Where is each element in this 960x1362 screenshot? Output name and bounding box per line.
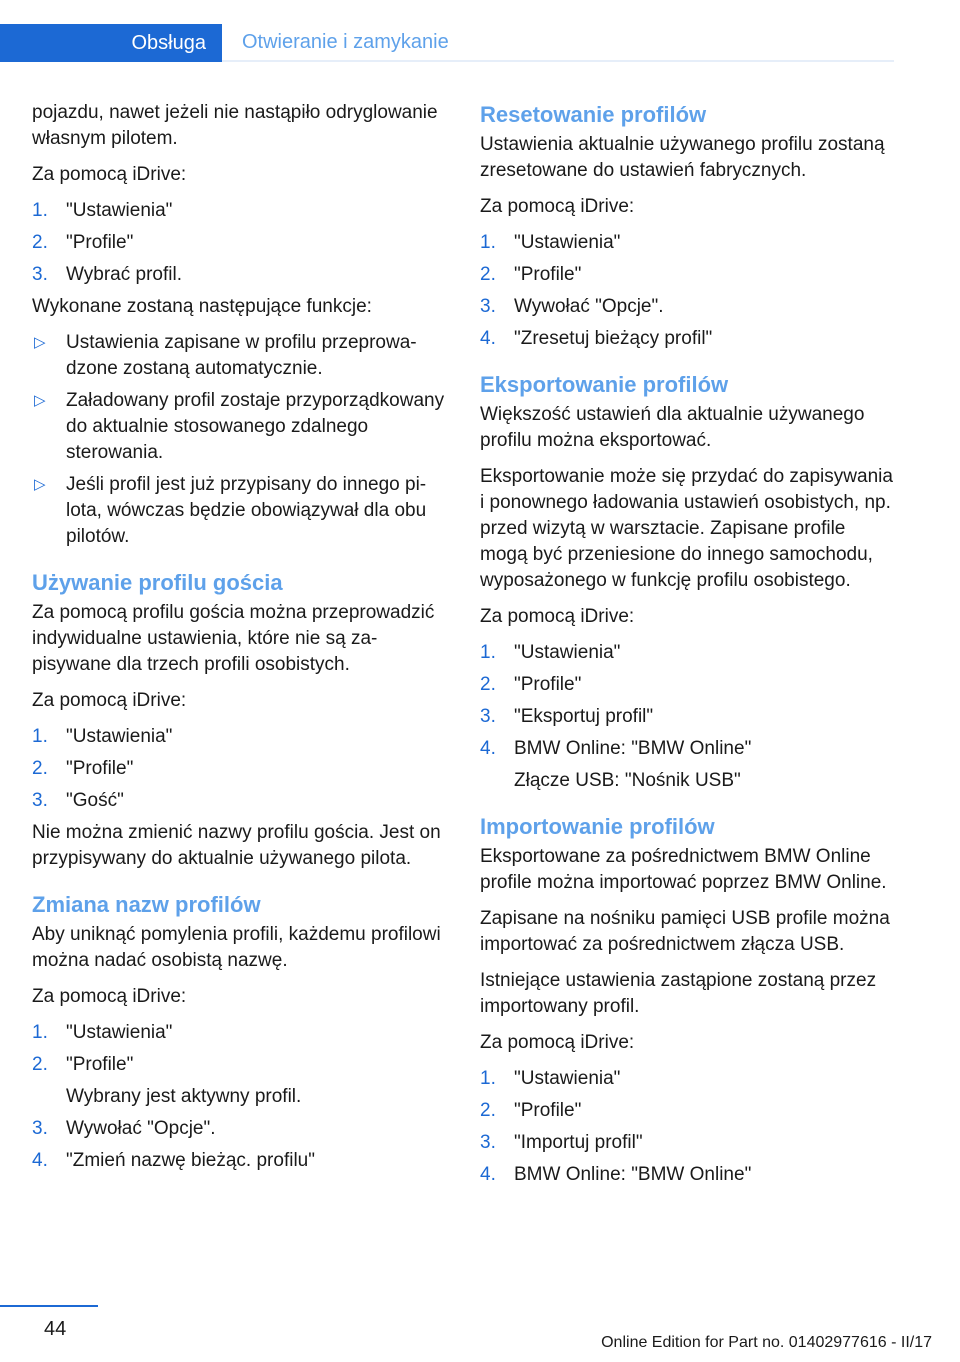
list-item: 3. Wywołać "Opcje".: [32, 1118, 216, 1139]
footer-rule: [0, 1305, 98, 1307]
list-item: 1. "Ustawienia": [480, 642, 621, 663]
list-item: 4. "Zresetuj bieżący profil": [480, 328, 713, 349]
idrive-label: Za pomocą iDrive:: [480, 196, 635, 217]
list-item: 1. "Ustawienia": [480, 232, 621, 253]
triangle-bullet-icon: ▷: [34, 392, 46, 409]
intro-paragraph: pojazdu, nawet jeżeli nie nastąpiło odryglowanie własnym pilotem.: [32, 102, 438, 149]
list-item: 4. BMW Online: "BMW Online": [480, 1164, 752, 1185]
list-item: 3. "Importuj profil": [480, 1132, 643, 1153]
list-item: 1. "Ustawienia": [32, 200, 173, 221]
steps-list: [32, 198, 448, 288]
list-item: 4. "Zmień nazwę bieżąc. profilu": [32, 1150, 315, 1171]
list-item: 2. "Profile": [480, 674, 582, 695]
edition-footer: Online Edition for Part no. 01402977616 - II/17: [601, 1334, 932, 1351]
list-item: 3. Wybrać profil.: [32, 264, 182, 285]
list-item: 3. "Gość": [32, 790, 124, 811]
export-paragraph-1: Większość ustawień dla aktualnie używanego profilu można eksportować.: [480, 404, 865, 451]
section-heading-rename: Zmiana nazw profilów: [32, 892, 261, 917]
idrive-label: Za pomocą iDrive:: [32, 690, 187, 711]
steps-list: [32, 724, 448, 814]
list-item: 2. "Profile": [480, 1100, 582, 1121]
list-item: ▷ Jeśli profil jest już przypisany do innego pilota, wówczas będzie obowiązywał dla obu pilotów.: [34, 474, 427, 547]
list-item: 1. "Ustawienia": [32, 726, 173, 747]
triangle-bullet-icon: ▷: [34, 334, 46, 351]
list-item: 2. "Profile": [32, 232, 134, 253]
section-heading-guest: Używanie profilu gościa: [32, 570, 283, 595]
page-number: 44: [44, 1318, 67, 1340]
idrive-label: Za pomocą iDrive:: [480, 606, 635, 627]
import-paragraph-1: Eksportowane za pośrednictwem BMW Online profile można importować poprzez BMW Online.: [480, 846, 887, 893]
list-item: 1. "Ustawienia": [32, 1022, 173, 1043]
step-note: Złącze USB: "Nośnik USB": [514, 770, 741, 791]
rename-paragraph: Aby uniknąć pomylenia profili, każdemu profilowi można nadać osobistą nazwę.: [32, 924, 441, 971]
import-paragraph-2: Zapisane na nośniku pamięci USB profile można importować za pośrednictwem złącza USB.: [480, 908, 890, 955]
steps-list: [480, 230, 896, 352]
steps-list: [32, 1020, 448, 1078]
tab-otwieranie[interactable]: Otwieranie i zamykanie: [222, 24, 894, 62]
step-note: Wybrany jest aktywny profil.: [66, 1086, 302, 1107]
header-bar: [0, 0, 960, 62]
idrive-label: Za pomocą iDrive:: [32, 164, 187, 185]
right-column: [480, 100, 896, 1194]
steps-list: [480, 1066, 896, 1188]
section-heading-import: Importowanie profilów: [480, 814, 715, 839]
list-item: ▷ Załadowany profil zostaje przyporządkowany do aktualnie stosowanego zdalnego sterowania.: [34, 390, 445, 463]
tab-obsluga[interactable]: Obsługa: [0, 24, 222, 62]
left-column: [32, 100, 448, 1180]
list-item: 4. BMW Online: "BMW Online": [480, 738, 752, 759]
list-item: 2. "Profile": [32, 1054, 134, 1075]
list-item: ▷ Ustawienia zapisane w profilu przeprowadzone zostaną automatycznie.: [34, 332, 417, 379]
export-paragraph-2: Eksportowanie może się przydać do zapisywania i ponownego ładowania ustawień osobistych, np. przed wizytą w warsztacie. Zapisane profile mogą być przeniesione do innego samochodu, wyposażonego w funkcję profilu osobistego.: [480, 466, 893, 591]
section-heading-reset: Resetowanie profilów: [480, 102, 707, 127]
triangle-bullet-icon: ▷: [34, 476, 46, 493]
bullet-list: [32, 330, 448, 550]
list-item: 2. "Profile": [32, 758, 134, 779]
guest-note: Nie można zmienić nazwy profilu gościa. Jest on przypisywany do aktualnie używanego pilota.: [32, 822, 441, 869]
import-paragraph-3: Istniejące ustawienia zastąpione zostaną przez importowany profil.: [480, 970, 877, 1017]
section-heading-export: Eksportowanie profilów: [480, 372, 729, 397]
guest-paragraph: Za pomocą profilu gościa można przeprowadzić indywidualne ustawienia, które nie są zapisywane dla trzech profili osobistych.: [32, 602, 435, 675]
functions-intro: Wykonane zostaną następujące funkcje:: [32, 296, 372, 317]
list-item: 2. "Profile": [480, 264, 582, 285]
list-item: 3. Wywołać "Opcje".: [480, 296, 664, 317]
idrive-label: Za pomocą iDrive:: [480, 1032, 635, 1053]
list-item: 1. "Ustawienia": [480, 1068, 621, 1089]
steps-list: [480, 640, 896, 762]
steps-list: [32, 1116, 448, 1174]
reset-paragraph: Ustawienia aktualnie używanego profilu zostaną zresetowane do ustawień fabrycznych.: [480, 134, 885, 181]
idrive-label: Za pomocą iDrive:: [32, 986, 187, 1007]
list-item: 3. "Eksportuj profil": [480, 706, 654, 727]
